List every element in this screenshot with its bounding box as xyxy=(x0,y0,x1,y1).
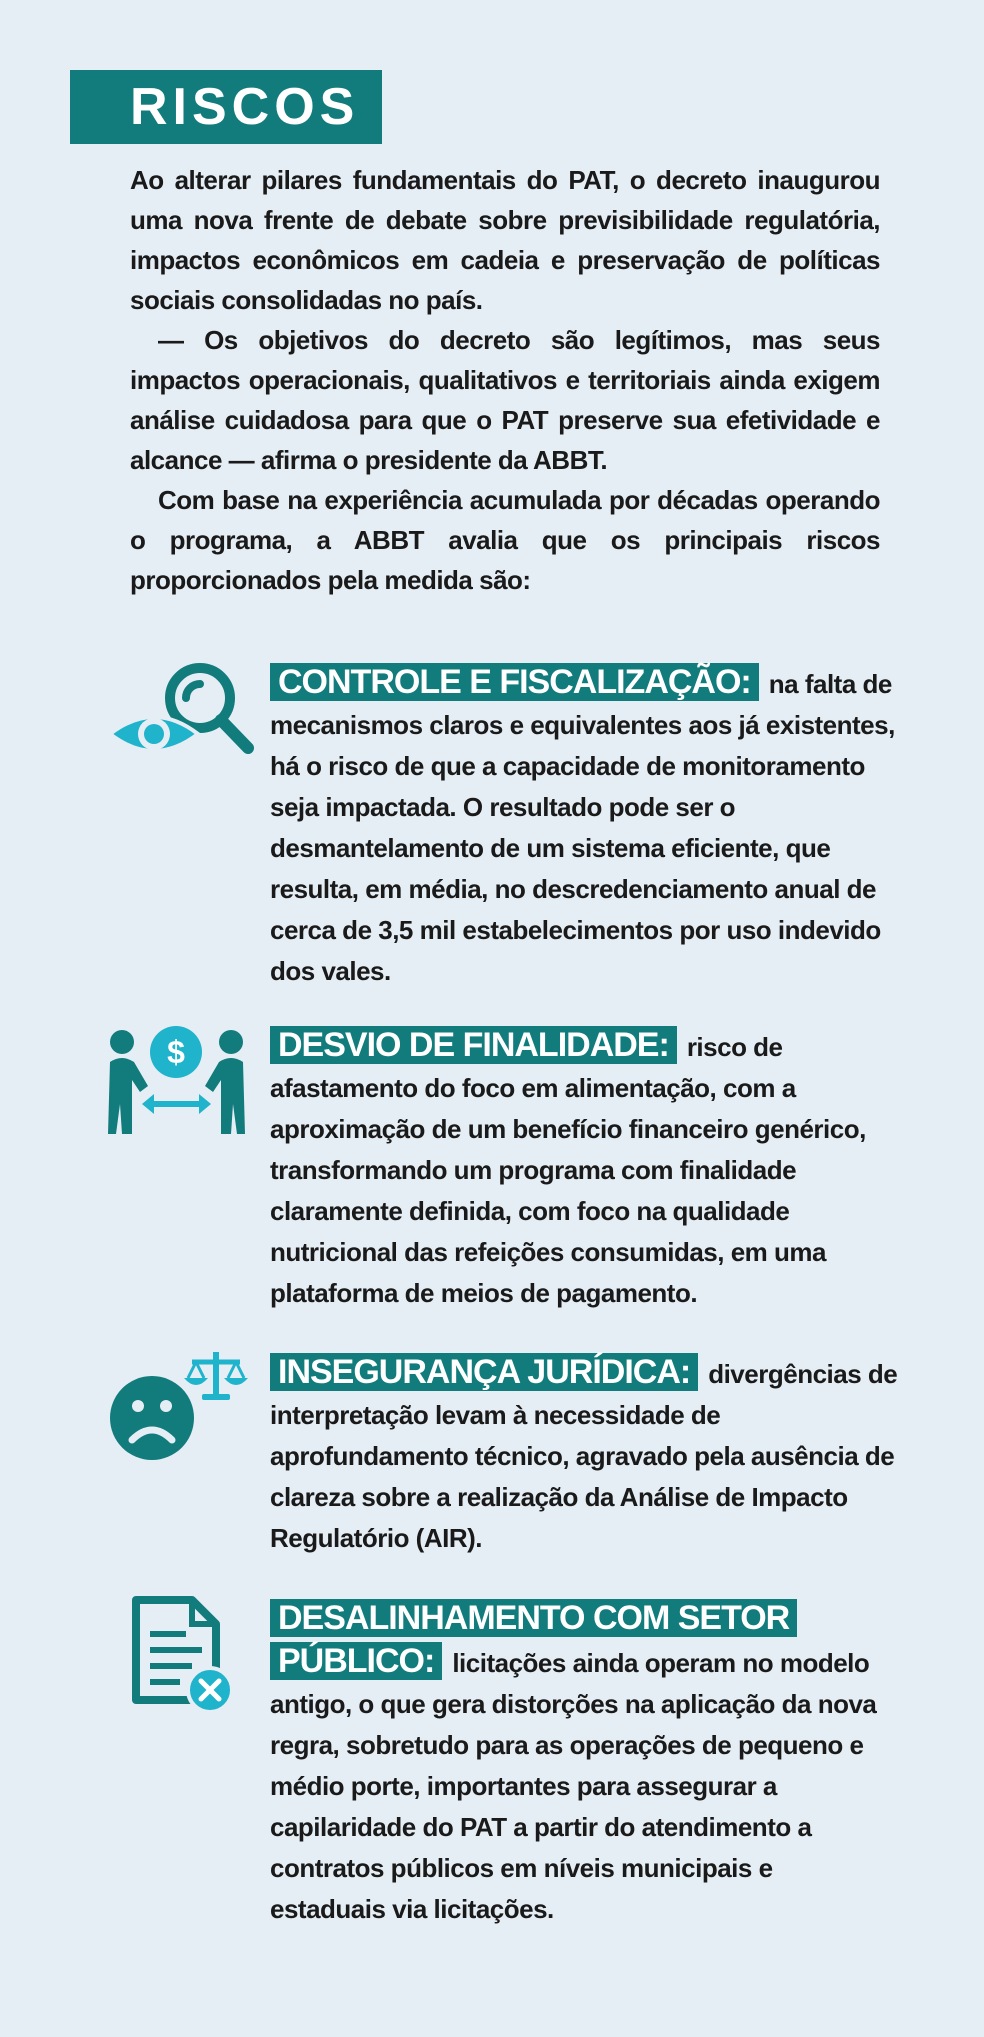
risk-item-desvio xyxy=(270,1025,900,1314)
eye-magnifier-icon xyxy=(108,660,258,760)
svg-text:$: $ xyxy=(167,1034,185,1070)
intro-text xyxy=(130,160,880,600)
sad-face-scales-icon xyxy=(108,1348,258,1463)
section-title: RISCOS xyxy=(70,70,382,144)
risk-item-desalinhamento xyxy=(270,1598,880,1930)
risk-heading: DESVIO DE FINALIDADE: xyxy=(270,1026,677,1064)
money-exchange-icon xyxy=(104,1024,249,1139)
document-x-icon xyxy=(130,1596,240,1716)
intro-paragraph-2: — Os objetivos do decreto são legítimos, mas seus impactos operacionais, qualitativos e territoriais ainda exigem análise cuidadosa para que o PAT preserve sua efetividade e alcance — afirma o presidente da ABBT. xyxy=(130,325,880,475)
risk-text: na falta de mecanismos claros e equivalentes aos já existentes, há o risco de que a capacidade de monitoramento seja impactada. O resultado pode ser o desmantelamento de um sistema eficiente, que resulta, em média, no descredenciamento anual de cerca de 3,5 mil estabelecimentos por uso indevido dos vales. xyxy=(270,669,895,986)
risk-heading: INSEGURANÇA JURÍDICA: xyxy=(270,1353,698,1391)
intro-paragraph-1: Ao alterar pilares fundamentais do PAT, o decreto inaugurou uma nova frente de debate sobre previsibilidade regulatória, impactos econômicos em cadeia e preservação de políticas sociais consolidadas no país. xyxy=(130,165,880,315)
risk-heading: DESALINHAMENTO COM SETOR PÚBLICO: xyxy=(270,1599,797,1680)
risk-text: licitações ainda operam no modelo antigo, o que gera distorções na aplicação da nova regra, sobretudo para as operações de pequeno e médio porte, importantes para assegurar a capilaridade do PAT a partir do atendimento a contratos públicos em níveis municipais e estaduais via licitações. xyxy=(270,1648,877,1924)
risk-text: risco de afastamento do foco em alimentação, com a aproximação de um benefício financeiro genérico, transformando um programa com finalidade claramente definida, com foco na qualidade nutricional das refeições consumidas, em uma plataforma de meios de pagamento. xyxy=(270,1032,866,1308)
risk-item-controle xyxy=(270,662,900,992)
risk-heading: CONTROLE E FISCALIZAÇÃO: xyxy=(270,663,759,701)
intro-paragraph-3: Com base na experiência acumulada por décadas operando o programa, a ABBT avalia que os principais riscos proporcionados pela medida são: xyxy=(130,485,880,595)
risk-text: divergências de interpretação levam à necessidade de aprofundamento técnico, agravado pela ausência de clareza sobre a realização da Análise de Impacto Regulatório (AIR). xyxy=(270,1359,898,1553)
risk-item-inseguranca xyxy=(270,1352,900,1559)
